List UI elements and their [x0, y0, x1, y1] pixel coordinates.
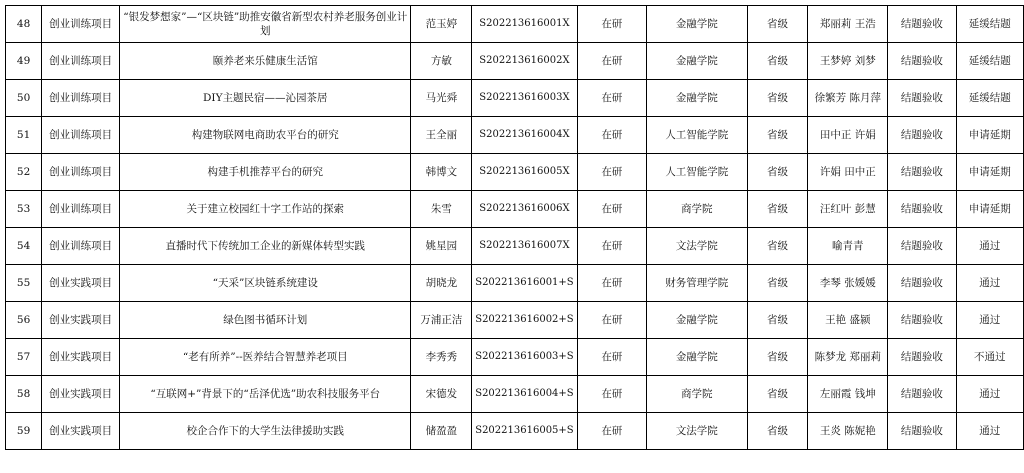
cell-review-type: 结题验收 — [888, 302, 956, 339]
cell-advisor: 喻青青 — [808, 228, 888, 265]
cell-project-type: 创业实践项目 — [42, 339, 120, 376]
cell-advisor: 田中正 许娟 — [808, 117, 888, 154]
cell-number: 54 — [6, 228, 42, 265]
cell-project-name: 绿色图书循环计划 — [120, 302, 411, 339]
cell-project-type: 创业训练项目 — [42, 6, 120, 43]
cell-advisor: 李琴 张媛媛 — [808, 265, 888, 302]
cell-project-type: 创业实践项目 — [42, 376, 120, 413]
cell-project-type: 创业训练项目 — [42, 191, 120, 228]
cell-project-name: “老有所养”--医养结合智慧养老项目 — [120, 339, 411, 376]
cell-project-type: 创业训练项目 — [42, 80, 120, 117]
cell-status: 在研 — [577, 191, 646, 228]
cell-review-type: 结题验收 — [888, 228, 956, 265]
cell-college: 财务管理学院 — [646, 265, 747, 302]
cell-level: 省级 — [747, 191, 808, 228]
cell-level: 省级 — [747, 413, 808, 450]
table-row — [6, 6, 1024, 43]
cell-number: 56 — [6, 302, 42, 339]
cell-number: 51 — [6, 117, 42, 154]
cell-project-name: DIY主题民宿——沁园茶居 — [120, 80, 411, 117]
cell-college: 金融学院 — [646, 80, 747, 117]
cell-number: 48 — [6, 6, 42, 43]
cell-review-type: 结题验收 — [888, 265, 956, 302]
cell-project-name: 直播时代下传统加工企业的新媒体转型实践 — [120, 228, 411, 265]
cell-college: 文法学院 — [646, 228, 747, 265]
cell-leader: 方敏 — [411, 43, 472, 80]
table-row — [6, 154, 1024, 191]
cell-project-code: S202213616001X — [472, 6, 577, 43]
cell-project-name: 构建物联网电商助农平台的研究 — [120, 117, 411, 154]
cell-status: 在研 — [577, 117, 646, 154]
cell-advisor: 许娟 田中正 — [808, 154, 888, 191]
table-row — [6, 265, 1024, 302]
cell-level: 省级 — [747, 265, 808, 302]
cell-level: 省级 — [747, 117, 808, 154]
cell-project-name: 关于建立校园红十字工作站的探索 — [120, 191, 411, 228]
cell-result: 通过 — [956, 302, 1023, 339]
cell-college: 金融学院 — [646, 302, 747, 339]
cell-result: 申请延期 — [956, 154, 1023, 191]
cell-result: 通过 — [956, 413, 1023, 450]
cell-project-code: S202213616006X — [472, 191, 577, 228]
cell-number: 59 — [6, 413, 42, 450]
cell-level: 省级 — [747, 228, 808, 265]
cell-level: 省级 — [747, 43, 808, 80]
cell-advisor: 徐繁芳 陈月萍 — [808, 80, 888, 117]
cell-leader: 王全丽 — [411, 117, 472, 154]
cell-project-type: 创业训练项目 — [42, 154, 120, 191]
cell-review-type: 结题验收 — [888, 191, 956, 228]
cell-college: 人工智能学院 — [646, 154, 747, 191]
table-row — [6, 191, 1024, 228]
cell-college: 文法学院 — [646, 413, 747, 450]
cell-review-type: 结题验收 — [888, 376, 956, 413]
cell-project-type: 创业训练项目 — [42, 228, 120, 265]
cell-leader: 李秀秀 — [411, 339, 472, 376]
cell-status: 在研 — [577, 413, 646, 450]
project-table — [5, 5, 1024, 450]
cell-number: 52 — [6, 154, 42, 191]
table-row — [6, 228, 1024, 265]
cell-project-type: 创业实践项目 — [42, 302, 120, 339]
cell-project-code: S202213616001+S — [472, 265, 577, 302]
cell-college: 金融学院 — [646, 6, 747, 43]
table-row — [6, 413, 1024, 450]
cell-advisor: 王艳 盛颍 — [808, 302, 888, 339]
cell-status: 在研 — [577, 154, 646, 191]
cell-status: 在研 — [577, 228, 646, 265]
cell-review-type: 结题验收 — [888, 413, 956, 450]
cell-level: 省级 — [747, 154, 808, 191]
cell-college: 商学院 — [646, 376, 747, 413]
cell-project-code: S202213616004+S — [472, 376, 577, 413]
table-row — [6, 117, 1024, 154]
cell-level: 省级 — [747, 376, 808, 413]
cell-result: 延缓结题 — [956, 6, 1023, 43]
cell-project-type: 创业训练项目 — [42, 43, 120, 80]
cell-project-code: S202213616005+S — [472, 413, 577, 450]
cell-project-name: “天采”区块链系统建设 — [120, 265, 411, 302]
cell-result: 申请延期 — [956, 191, 1023, 228]
cell-result: 申请延期 — [956, 117, 1023, 154]
cell-project-code: S202213616003+S — [472, 339, 577, 376]
cell-number: 57 — [6, 339, 42, 376]
cell-college: 商学院 — [646, 191, 747, 228]
cell-status: 在研 — [577, 265, 646, 302]
cell-project-code: S202213616002+S — [472, 302, 577, 339]
cell-project-code: S202213616005X — [472, 154, 577, 191]
cell-advisor: 郑丽莉 王浩 — [808, 6, 888, 43]
cell-project-name: 校企合作下的大学生法律援助实践 — [120, 413, 411, 450]
cell-review-type: 结题验收 — [888, 154, 956, 191]
table-row — [6, 376, 1024, 413]
cell-project-type: 创业实践项目 — [42, 413, 120, 450]
table-row — [6, 302, 1024, 339]
cell-level: 省级 — [747, 339, 808, 376]
cell-leader: 韩博文 — [411, 154, 472, 191]
cell-review-type: 结题验收 — [888, 80, 956, 117]
cell-number: 58 — [6, 376, 42, 413]
cell-review-type: 结题验收 — [888, 6, 956, 43]
cell-status: 在研 — [577, 376, 646, 413]
table-row — [6, 80, 1024, 117]
cell-project-code: S202213616002X — [472, 43, 577, 80]
cell-project-type: 创业实践项目 — [42, 265, 120, 302]
cell-project-code: S202213616003X — [472, 80, 577, 117]
cell-leader: 姚星园 — [411, 228, 472, 265]
cell-advisor: 左丽霞 钱坤 — [808, 376, 888, 413]
cell-advisor: 王炎 陈妮艳 — [808, 413, 888, 450]
cell-number: 50 — [6, 80, 42, 117]
cell-level: 省级 — [747, 6, 808, 43]
cell-status: 在研 — [577, 302, 646, 339]
cell-leader: 胡晓龙 — [411, 265, 472, 302]
cell-result: 通过 — [956, 265, 1023, 302]
cell-leader: 储盈盈 — [411, 413, 472, 450]
cell-advisor: 王梦婷 刘梦 — [808, 43, 888, 80]
cell-project-name: 颐养老来乐健康生活馆 — [120, 43, 411, 80]
cell-leader: 马光舜 — [411, 80, 472, 117]
table-body — [6, 6, 1024, 450]
cell-college: 金融学院 — [646, 339, 747, 376]
cell-project-name: “银发梦想家”—“区块链”助推安徽省新型农村养老服务创业计划 — [120, 6, 411, 43]
cell-result: 延缓结题 — [956, 43, 1023, 80]
cell-advisor: 汪红叶 彭慧 — [808, 191, 888, 228]
cell-status: 在研 — [577, 80, 646, 117]
cell-leader: 宋德发 — [411, 376, 472, 413]
table-row — [6, 339, 1024, 376]
cell-number: 55 — [6, 265, 42, 302]
cell-review-type: 结题验收 — [888, 339, 956, 376]
cell-review-type: 结题验收 — [888, 43, 956, 80]
cell-level: 省级 — [747, 80, 808, 117]
cell-level: 省级 — [747, 302, 808, 339]
cell-leader: 万浦正洁 — [411, 302, 472, 339]
cell-review-type: 结题验收 — [888, 117, 956, 154]
cell-college: 金融学院 — [646, 43, 747, 80]
cell-result: 不通过 — [956, 339, 1023, 376]
cell-status: 在研 — [577, 339, 646, 376]
table-row — [6, 43, 1024, 80]
cell-project-code: S202213616004X — [472, 117, 577, 154]
cell-leader: 朱雪 — [411, 191, 472, 228]
cell-advisor: 陈梦龙 郑丽莉 — [808, 339, 888, 376]
cell-number: 53 — [6, 191, 42, 228]
cell-result: 通过 — [956, 376, 1023, 413]
cell-leader: 范玉婷 — [411, 6, 472, 43]
cell-project-code: S202213616007X — [472, 228, 577, 265]
cell-project-type: 创业训练项目 — [42, 117, 120, 154]
cell-number: 49 — [6, 43, 42, 80]
cell-project-name: “互联网+”背景下的“岳泽优选”助农科技服务平台 — [120, 376, 411, 413]
cell-result: 延缓结题 — [956, 80, 1023, 117]
cell-status: 在研 — [577, 43, 646, 80]
cell-result: 通过 — [956, 228, 1023, 265]
cell-college: 人工智能学院 — [646, 117, 747, 154]
cell-project-name: 构建手机推荐平台的研究 — [120, 154, 411, 191]
cell-status: 在研 — [577, 6, 646, 43]
